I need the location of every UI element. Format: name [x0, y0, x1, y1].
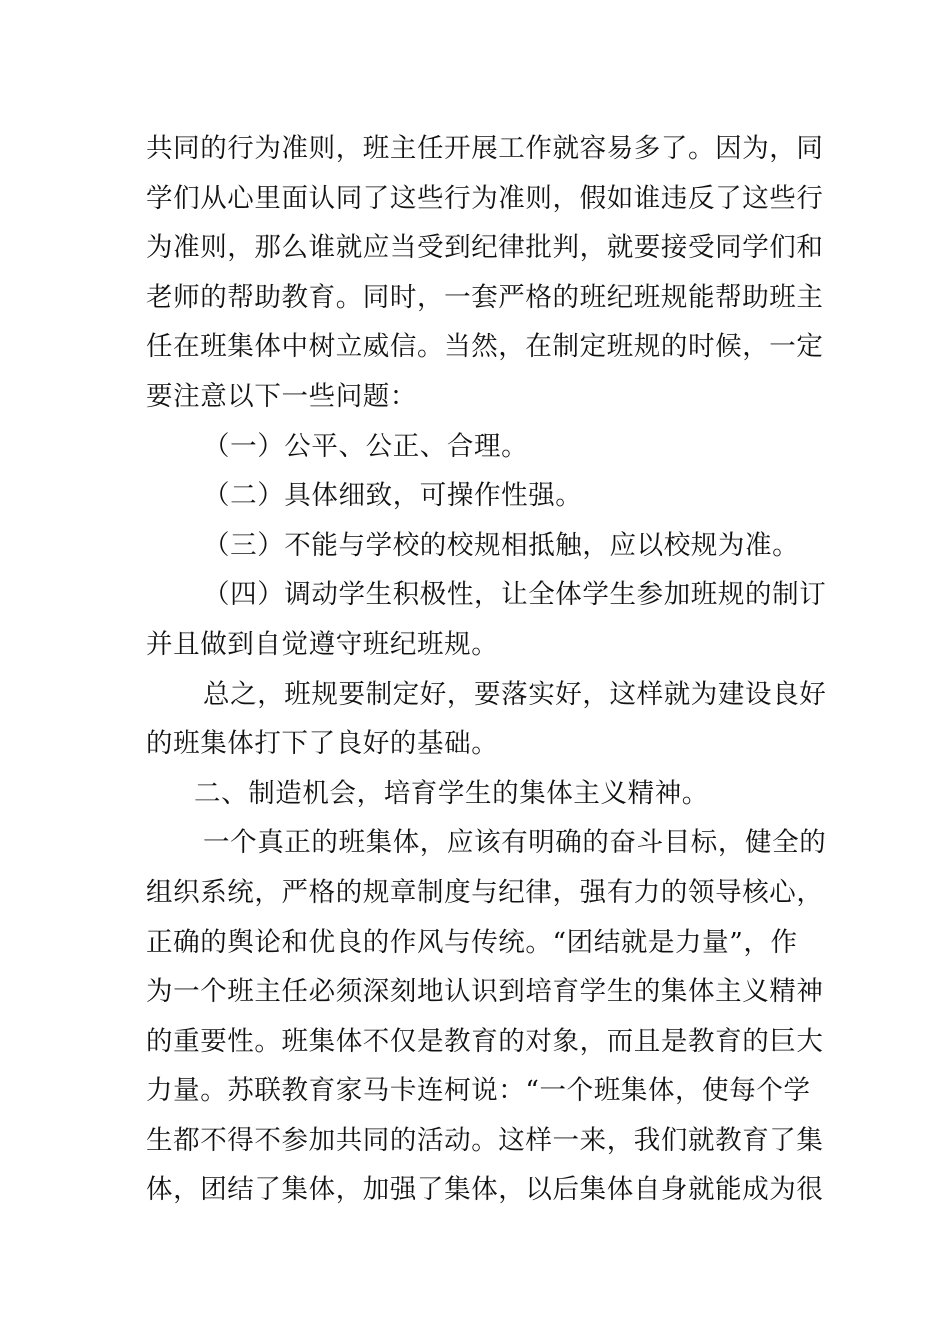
- text-line: 力量。苏联教育家马卡连柯说：“一个班集体，使每个学: [146, 1075, 811, 1107]
- text-line: 二、制造机会，培育学生的集体主义精神。: [194, 777, 709, 809]
- text-line: 老师的帮助教育。同时，一套严格的班纪班规能帮助班主: [146, 281, 824, 313]
- text-line: 为准则，那么谁就应当受到纪律批判，就要接受同学们和: [146, 232, 824, 264]
- text-line: 的班集体打下了良好的基础。: [146, 728, 499, 760]
- text-line: 总之，班规要制定好，要落实好，这样就为建设良好: [203, 678, 827, 710]
- text-line: 任在班集体中树立威信。当然，在制定班规的时候，一定: [146, 331, 824, 363]
- text-line: 学们从心里面认同了这些行为准则，假如谁违反了这些行: [146, 182, 824, 214]
- text-line: 组织系统，严格的规章制度与纪律，强有力的领导核心，: [146, 876, 824, 908]
- text-line: 共同的行为准则，班主任开展工作就容易多了。因为，同: [146, 133, 824, 164]
- text-line: 生都不得不参加共同的活动。这样一来，我们就教育了集: [146, 1124, 824, 1156]
- text-line: 正确的舆论和优良的作风与传统。“团结就是力量”，作: [146, 926, 798, 958]
- text-line: 体，团结了集体，加强了集体，以后集体自身就能成为很: [146, 1174, 824, 1206]
- text-line: 的重要性。班集体不仅是教育的对象，而且是教育的巨大: [146, 1025, 824, 1057]
- text-line: 为一个班主任必须深刻地认识到培育学生的集体主义精神: [146, 976, 824, 1008]
- text-line: （三）不能与学校的校规相抵触，应以校规为准。: [203, 529, 800, 561]
- document-body: [146, 124, 827, 1215]
- text-line: 要注意以下一些问题：: [146, 380, 417, 412]
- text-line: 一个真正的班集体，应该有明确的奋斗目标，健全的: [203, 827, 827, 859]
- text-line: （一）公平、公正、合理。: [203, 430, 529, 462]
- text-line: （二）具体细致，可操作性强。: [203, 480, 583, 512]
- text-line: 并且做到自觉遵守班纪班规。: [146, 628, 499, 660]
- text-line: （四）调动学生积极性，让全体学生参加班规的制订: [203, 579, 827, 611]
